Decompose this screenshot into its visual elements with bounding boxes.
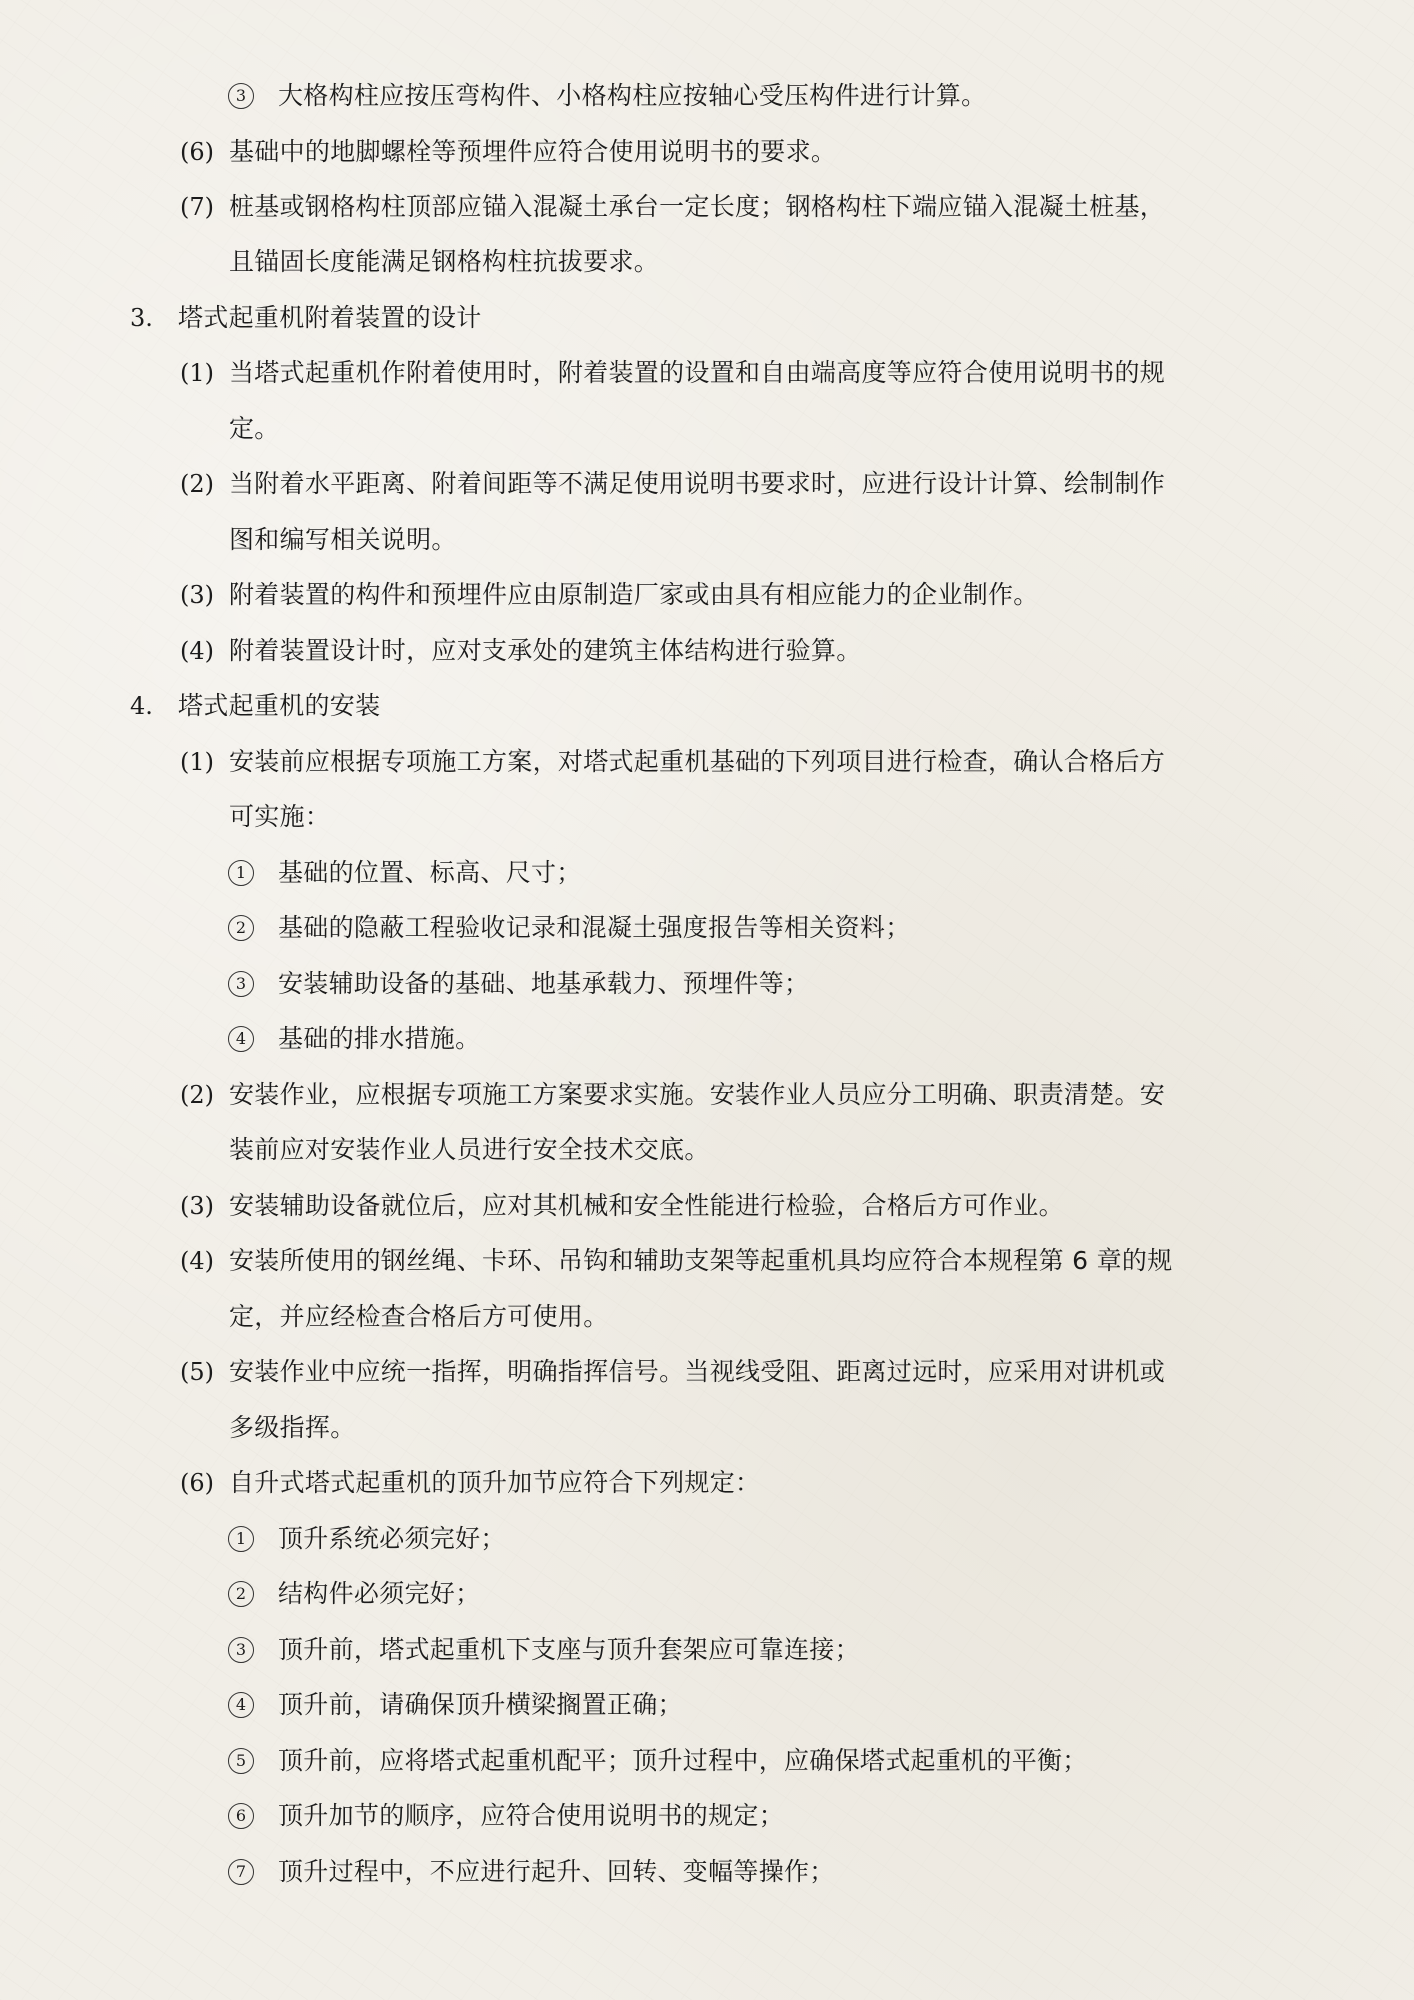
circled-number: 1 (228, 860, 254, 886)
item-marker: (7) (180, 193, 214, 221)
item-text: 结构件必须完好； (278, 1579, 481, 1608)
item-text: 装前应对安装作业人员进行安全技术交底。 (229, 1135, 710, 1164)
circled-number: 5 (228, 1748, 254, 1774)
item-text: 定。 (229, 414, 280, 443)
section-number: 3. (130, 304, 153, 332)
item-text: 基础的排水措施。 (278, 1024, 481, 1053)
item-text: 顶升系统必须完好； (278, 1524, 506, 1553)
circled-number: 4 (228, 1692, 254, 1718)
circled-number: 3 (228, 83, 254, 109)
item-text: 可实施： (229, 802, 331, 831)
item-marker: (2) (180, 1081, 214, 1109)
item-text: 桩基或钢格构柱顶部应锚入混凝土承台一定长度；钢格构柱下端应锚入混凝土桩基， (229, 192, 1166, 221)
item-text: 且锚固长度能满足钢格构柱抗拔要求。 (229, 247, 660, 276)
circled-number: 7 (228, 1859, 254, 1885)
circled-number: 3 (228, 1637, 254, 1663)
item-text: 安装作业，应根据专项施工方案要求实施。安装作业人员应分工明确、职责清楚。安 (229, 1080, 1166, 1109)
item-text: 安装前应根据专项施工方案，对塔式起重机基础的下列项目进行检查，确认合格后方 (229, 747, 1166, 776)
item-text: 基础中的地脚螺栓等预埋件应符合使用说明书的要求。 (229, 137, 837, 166)
item-text: 顶升前，塔式起重机下支座与顶升套架应可靠连接； (278, 1635, 860, 1664)
item-text: 附着装置设计时，应对支承处的建筑主体结构进行验算。 (229, 636, 862, 665)
circled-number: 2 (228, 915, 254, 941)
circled-number: 6 (228, 1803, 254, 1829)
item-text: 图和编写相关说明。 (229, 525, 457, 554)
item-marker: (5) (180, 1358, 214, 1386)
item-marker: (1) (180, 748, 214, 776)
item-text: 基础的位置、标高、尺寸； (278, 858, 582, 887)
item-text: 当附着水平距离、附着间距等不满足使用说明书要求时，应进行设计计算、绘制制作 (229, 469, 1166, 498)
circled-number: 4 (228, 1026, 254, 1052)
item-marker: (4) (180, 1247, 214, 1275)
item-text: 安装辅助设备就位后，应对其机械和安全性能进行检验，合格后方可作业。 (229, 1191, 1064, 1220)
circled-number: 1 (228, 1526, 254, 1552)
item-text: 多级指挥。 (229, 1413, 356, 1442)
item-text: 顶升过程中，不应进行起升、回转、变幅等操作； (278, 1857, 835, 1886)
item-marker: (2) (180, 470, 214, 498)
item-text: 当塔式起重机作附着使用时，附着装置的设置和自由端高度等应符合使用说明书的规 (229, 358, 1166, 387)
item-marker: (6) (180, 138, 214, 166)
section-heading: 塔式起重机附着装置的设计 (178, 303, 482, 332)
circled-number: 3 (228, 971, 254, 997)
item-text: 顶升加节的顺序，应符合使用说明书的规定； (278, 1801, 785, 1830)
item-text: 安装所使用的钢丝绳、卡环、吊钩和辅助支架等起重机具均应符合本规程第 6 章的规 (229, 1246, 1173, 1275)
item-text: 基础的隐蔽工程验收记录和混凝土强度报告等相关资料； (278, 913, 911, 942)
item-text: 自升式塔式起重机的顶升加节应符合下列规定： (229, 1468, 761, 1497)
item-text: 顶升前，应将塔式起重机配平；顶升过程中，应确保塔式起重机的平衡； (278, 1746, 1088, 1775)
item-marker: (3) (180, 1192, 214, 1220)
item-marker: (1) (180, 359, 214, 387)
item-marker: (6) (180, 1469, 214, 1497)
item-text: 安装作业中应统一指挥，明确指挥信号。当视线受阻、距离过远时，应采用对讲机或 (229, 1357, 1166, 1386)
item-text: 大格构柱应按压弯构件、小格构柱应按轴心受压构件进行计算。 (278, 81, 987, 110)
item-text: 附着装置的构件和预埋件应由原制造厂家或由具有相应能力的企业制作。 (229, 580, 1039, 609)
circled-number: 2 (228, 1581, 254, 1607)
section-number: 4. (130, 692, 153, 720)
item-marker: (4) (180, 637, 214, 665)
item-text: 顶升前，请确保顶升横梁搁置正确； (278, 1690, 683, 1719)
item-marker: (3) (180, 581, 214, 609)
item-text: 定，并应经检查合格后方可使用。 (229, 1302, 609, 1331)
section-heading: 塔式起重机的安装 (178, 691, 381, 720)
item-text: 安装辅助设备的基础、地基承载力、预埋件等； (278, 969, 810, 998)
